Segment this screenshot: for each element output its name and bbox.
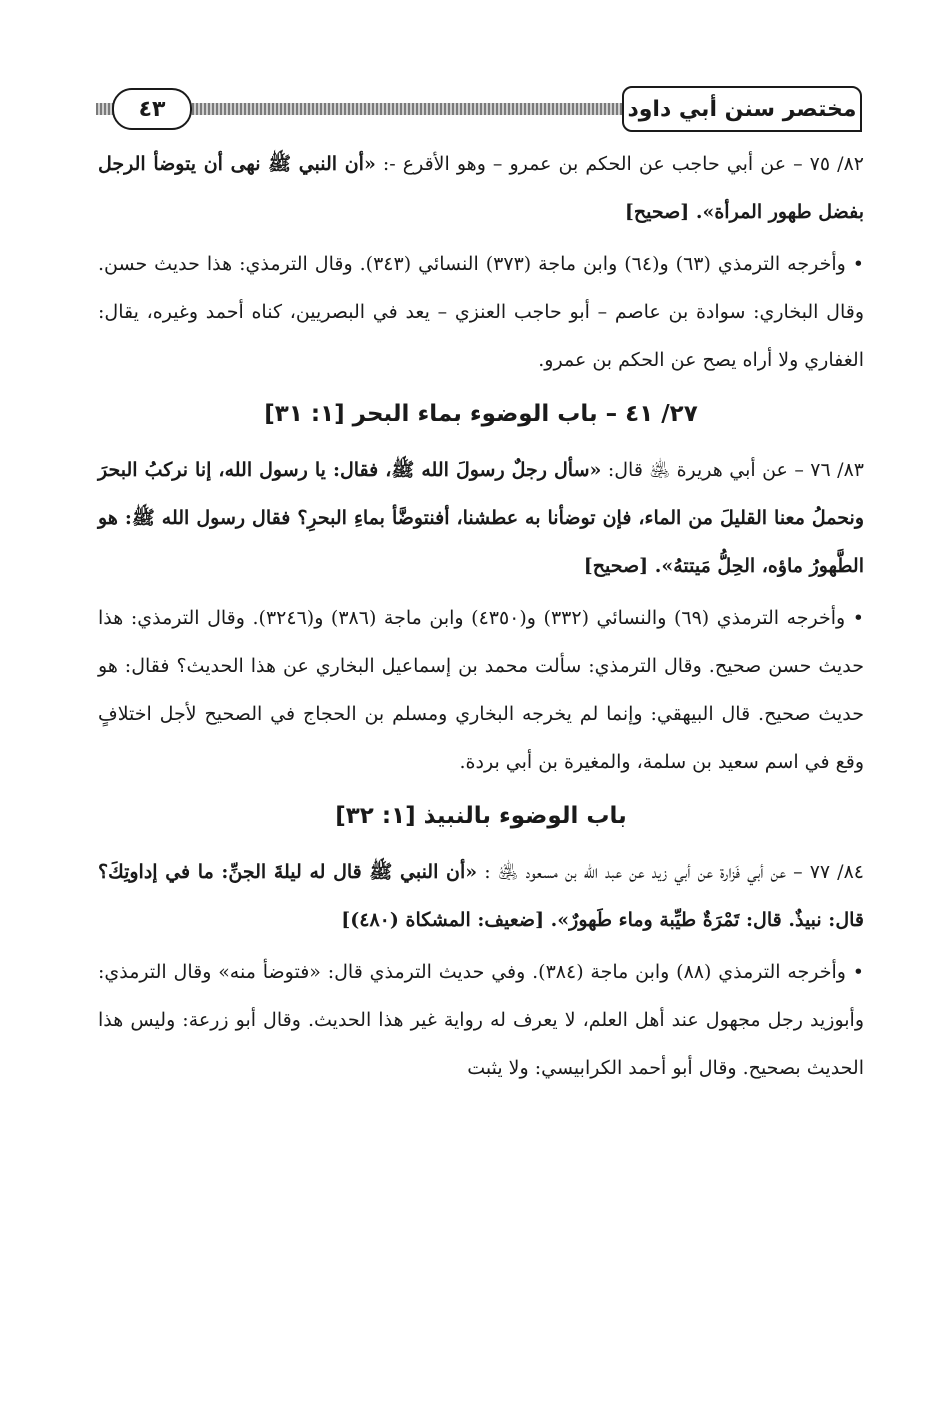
hadith-82-intro: ٨٢/ ٧٥ – عن أبي حاجب عن الحكم بن عمرو – وهو الأقرع -: xyxy=(375,153,864,175)
page-number: ٤٣ xyxy=(112,88,192,130)
hadith-84-takhrij: • وأخرجه الترمذي (٨٨) وابن ماجة (٣٨٤). وفي حديث الترمذي قال: «فتوضأ منه» وقال الترمذي: وأبوزيد رجل مجهول عند أهل العلم، لا يعرف له رواية غير هذا الحديث. وقال أبو زرعة: وليس هذا الحديث بصحيح. وقال أبو أحمد الكرابيسي: ولا يثبت xyxy=(98,961,864,1079)
hadith-83-matn: «سأل رجلٌ رسولَ الله ﷺ، فقال: يا رسول الله، إنا نركبُ البحرَ ونحملُ معنا القليلَ من الماء، فإن توضأنا به عطشنا، أفنتوضَّأ بماءِ البحرِ؟ فقال رسول الله ﷺ: هو الطَّهورُ ماؤه، الحِلُّ مَيتتهُ». [صحيح] xyxy=(98,459,864,577)
hadith-84 xyxy=(98,848,864,944)
page-body xyxy=(98,140,864,1092)
hadith-84-intro: ٨٤/ ٧٧ – عن أبي فَزارة عن أبي زيد عن عبد الله بن مسعود ﵁ : xyxy=(477,861,864,883)
chapter-nabidh-heading: باب الوضوء بالنبيذ [١: ٣٢] xyxy=(335,803,627,829)
hadith-82-matn: «أن النبي ﷺ نهى أن يتوضأ الرجل بفضل طهور المرأة». [صحيح] xyxy=(98,153,864,223)
hadith-83-takhrij: • وأخرجه الترمذي (٦٩) والنسائي (٣٣٢) و(٤٣٥٠) وابن ماجة (٣٨٦) و(٣٢٤٦). وقال الترمذي: هذا حديث حسن صحيح. وقال الترمذي: سألت محمد بن إسماعيل البخاري عن هذا الحديث؟ فقال: هو حديث صحيح. قال البيهقي: وإنما لم يخرجه البخاري ومسلم بن الحجاج في الصحيح لأجل اختلافٍ وقع في اسم سعيد بن سلمة، والمغيرة بن أبي بردة. xyxy=(98,607,864,773)
hadith-83-intro: ٨٣/ ٧٦ – عن أبي هريرة ﵁ قال: xyxy=(601,459,864,481)
hadith-84-matn: «أن النبي ﷺ قال له ليلةَ الجنِّ: ما في إداوتِكَ؟ قال: نبيذٌ. قال: تَمْرَةٌ طيِّبة وماء طَهورٌ». [ضعيف: المشكاة (٤٨٠)] xyxy=(98,861,864,931)
book-title: مختصر سنن أبي داود xyxy=(622,86,862,132)
hadith-83 xyxy=(98,446,864,590)
page-header xyxy=(96,86,862,132)
chapter-41-heading: ٢٧/ ٤١ – باب الوضوء بماء البحر [١: ٣١] xyxy=(264,401,698,427)
hadith-82 xyxy=(98,140,864,236)
hadith-82-takhrij: • وأخرجه الترمذي (٦٣) و(٦٤) وابن ماجة (٣٧٣) النسائي (٣٤٣). وقال الترمذي: هذا حديث حسن. وقال البخاري: سوادة بن عاصم – أبو حاجب العنزي – يعد في البصريين، كناه أحمد وغيره، يقال: الغفاري ولا أراه يصح عن الحكم بن عمرو. xyxy=(98,253,864,371)
